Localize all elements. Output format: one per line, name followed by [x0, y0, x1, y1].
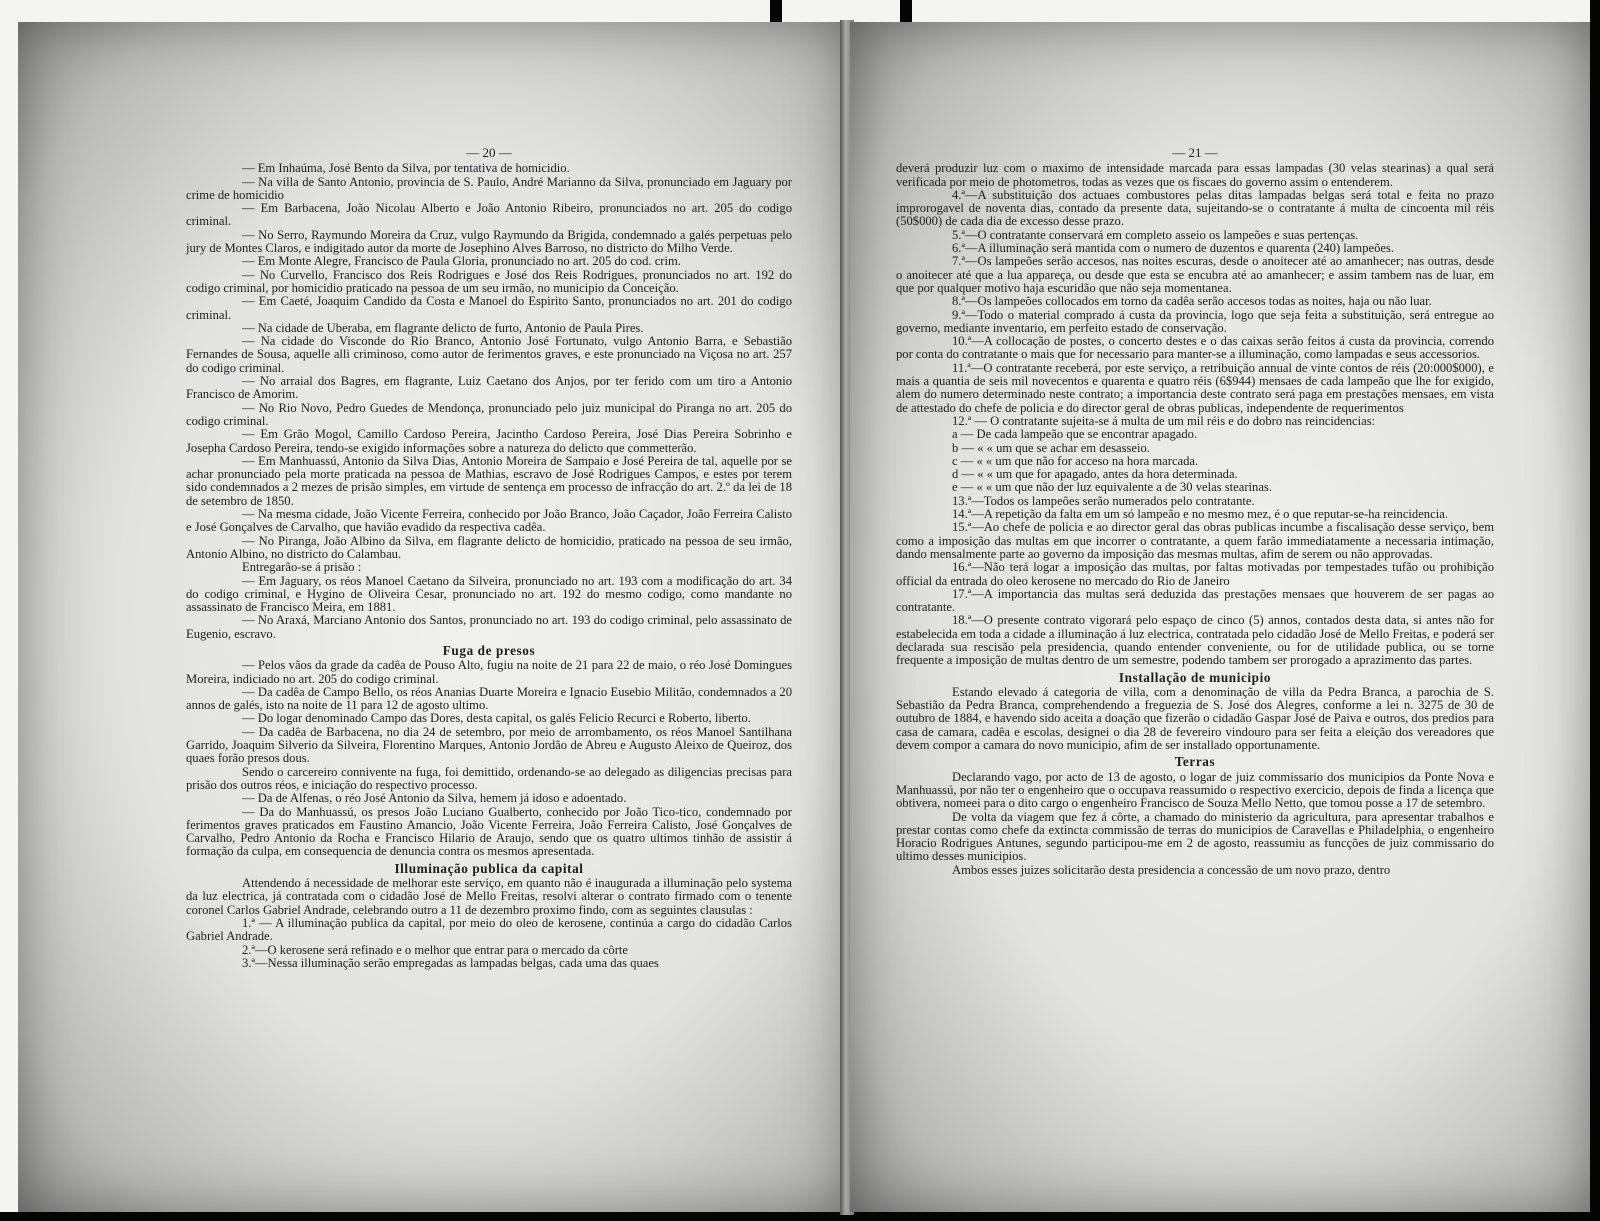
paragraph: 2.ª—O kerosene será refinado e o melhor que entrar para o mercado da côrte: [242, 942, 629, 957]
paragraph: 18.ª—O presente contrato vigorará pelo espaço de cinco (5) annos, contados desta data, si antes não for estabelecida em toda a cidade a illuminação á luz electrica, contratada pelo cidadão José de Mello Freitas, e poderá ser declarada sua rescisão pela presidencia, quando entender conveniente, ou for de utilidade publica, ou se torne frequente a imposição de multas dentro de um semestre, podendo tambem ser prorogado a aprazimento das partes.: [896, 613, 1494, 668]
paragraph: — Da cadêa de Campo Bello, os réos Ananias Duarte Moreira e Ignacio Eusebio Militão, condemnados a 20 annos de galés, isto na noite de 11 para 12 de agosto ultimo.: [186, 684, 792, 713]
paragraph: 4.ª—A substituição dos actuaes combustores pelas ditas lampadas belgas será total e feita no prazo improrogavel de noventa dias, contado da presente data, sujeitando-se o contratante á multa de cincoenta mil réis (50$000) de cada dia de excesso desse prazo.: [896, 187, 1494, 229]
paragraph: Declarando vago, por acto de 13 de agosto, o logar de juiz commissario dos municipios da Ponte Nova e Manhuassú, por não ter o engenheiro que o occupava reassumido o respectivo exercicio, depois de finda a licença que obtivera, nomeei para o dito cargo o engenheiro Francisco de Souza Mello Netto, que tomou posse a 17 de setembro.: [896, 769, 1494, 811]
paragraph: — Na cidade de Uberaba, em flagrante delicto de furto, Antonio de Paula Pires.: [242, 320, 644, 335]
paragraph: 16.ª—Não terá logar a imposição das multas, por faltas motivadas por tempestades tufão ou prohibição official da entrada do oleo kerosene no mercado do Rio de Janeiro: [896, 560, 1494, 588]
paragraph: 13.ª—Todos os lampeões serão numerados pelo contratante.: [952, 493, 1255, 508]
paragraph: 1.ª — A illuminação publica da capital, por meio do oleo de kerosene, continúa a cargo do cidadão Carlos Gabriel Andrade.: [186, 915, 792, 944]
paragraph: — Em Grão Mogol, Camillo Cardoso Pereira, Jacintho Cardoso Pereira, José Dias Pereira Sobrinho e Josepha Cardoso Pereira, tendo-se exigido informações sobre a natureza do delicto que commetterão.: [186, 427, 792, 455]
section-heading: Fuga de presos: [442, 642, 536, 658]
paragraph: 9.ª—Todo o material comprado á custa da provincia, logo que seja feita a substituição, será entregue ao governo, mediante inventario, em perfeito estado de conservação.: [896, 307, 1494, 335]
scan-edge-right: [1590, 0, 1600, 1221]
paragraph: De volta da viagem que fez á côrte, a chamado do ministerio da agricultura, para apresentar trabalhos e prestar contas como chefe da extincta commissão de terras do municipios de Caravellas e Philadelphia, o engenheiro Horacio Rodrigues Antunes, segundo participou-me em 2 de agosto, reassumiu as funcções de juiz commissario do ultimo desses municipios.: [896, 809, 1494, 864]
paragraph: — No Piranga, João Albino da Silva, em flagrante delicto de homicidio, praticado na pessoa de seu irmão, Antonio Albino, no districto do Calambau.: [186, 533, 792, 561]
paragraph: — Em Jaguary, os réos Manoel Caetano da Silveira, pronunciado no art. 193 com a modificação do art. 34 do codigo criminal, e Hygino de Oliveira Cesar, pronunciado no art. 192 do mesmo codigo, como mandante no assassinato de Francisco Meira, em 1881.: [186, 573, 792, 615]
paragraph: 10.ª—A collocação de postes, o concerto destes e o das caixas serão feitos á custa da provincia, correndo por conta do contratante o mais que for necessario para manter-se a illuminação, como lampadas e seus accessorios.: [896, 334, 1494, 362]
paragraph: Ambos esses juizes solicitarão desta presidencia a concessão de um novo prazo, dentro: [952, 862, 1391, 877]
right-text-column: [896, 146, 1494, 877]
left-page: [18, 22, 848, 1212]
left-text-column: [186, 146, 792, 970]
paragraph: — Da do Manhuassú, os presos João Luciano Gualberto, conhecido por João Tico-tico, condemnado por ferimentos graves praticados em Faustino Amancio, João Vicente Ferreira, João Ferreira Calisto, José Gonçalves de Carvalho, Pedro Antonio da Rocha e Francisco Hilario de Araujo, sendo que os quatro ultimos tinhão de assistir á formação da culpa, em consequencia de denuncia contra os mesmos apresentada.: [186, 804, 792, 859]
paragraph: — No Serro, Raymundo Moreira da Cruz, vulgo Raymundo da Brigida, condemnado a galés perpetuas pelo jury de Montes Claros, e indigitado autor da morte de Josephino Alves Barroso, no districto do Milho Verde.: [186, 227, 792, 256]
paragraph: c — « « um que não for acceso na hora marcada.: [952, 453, 1199, 468]
paragraph: — Do logar denominado Campo das Dores, desta capital, os galés Felicio Recurci e Roberto, liberto.: [242, 711, 751, 726]
paragraph: — No arraial dos Bagres, em flagrante, Luiz Caetano dos Anjos, por ter ferido com um tiro a Antonio Francisco de Amorim.: [186, 374, 792, 402]
paragraph: — Em Barbacena, João Nicolau Alberto e João Antonio Ribeiro, pronunciados no art. 205 do codigo criminal.: [186, 201, 792, 229]
paragraph: deverá produzir luz com o maximo de intensidade marcada para essas lampadas (30 velas stearinas) a qual será verificada por meio de photometros, todas as vezes que os fiscaes do governo assim o entenderem.: [896, 161, 1494, 189]
paragraph: — Em Inhaúma, José Bento da Silva, por tentativa de homicidio.: [242, 161, 570, 176]
paragraph: — Em Monte Alegre, Francisco de Paula Gloria, pronunciado no art. 205 do cod. crim.: [242, 254, 681, 269]
paragraph: d — « « um que for apagado, antes da hora determinada.: [952, 467, 1238, 482]
paragraph: 11.ª—O contratante receberá, por este serviço, a retribuição annual de vinte contos de réis (20:000$000), e mais a quantia de seis mil novecentos e quarenta e quatro réis (6$944) mensaes de cada lampeão que lhe for exigido, alem do numero determinado neste contrato; a importancia deste contrato será paga em prestações mensaes, em vista de attestado do chefe de policia e do director geral de obras publicas, independente de requerimentos: [896, 360, 1494, 415]
section-heading: Terras: [1174, 754, 1216, 770]
paragraph: — Na villa de Santo Antonio, provincia de S. Paulo, André Marianno da Silva, pronunciado em Jaguary por crime de homicidio: [186, 174, 792, 202]
paragraph: 7.ª—Os lampeões serão accesos, nas noites escuras, desde o anoitecer até ao amanhecer; nas outras, desde o anoitecer até que a lua appareça, ou desde que esta se encubra até ao amanhecer; e assim tambem nas de luar, em que por qualquer motivo haja escuridão que não seja momentanea.: [896, 254, 1494, 295]
page-number: — 21 —: [1172, 145, 1218, 160]
paragraph: — Pelos vãos da grade da cadêa de Pouso Alto, fugiu na noite de 21 para 22 de maio, o réo José Domingues Moreira, indiciado no art. 205 do codigo criminal.: [186, 658, 792, 686]
paragraph: — No Araxá, Marciano Antonio dos Santos, pronunciado no art. 193 do codigo criminal, pelo assassinato de Eugenio, escravo.: [186, 613, 792, 641]
paragraph: a — De cada lampeão que se encontrar apagado.: [952, 427, 1198, 442]
paragraph: Entregarão-se á prisão :: [242, 560, 362, 575]
paragraph: Attendendo á necessidade de melhorar este serviço, em quanto não é inaugurada a illuminação pelo systema da luz electrica, já contratada com o cidadão José de Mello Freitas, resolvi alterar o contrato firmado com o tenente coronel Carlos Gabriel Andrade, celebrando outro a 11 de dezembro proximo findo, com as seguintes clausulas :: [186, 876, 792, 917]
paragraph: — Em Manhuassú, Antonio da Silva Dias, Antonio Moreira de Sampaio e José Pereira de tal, aquelle por se achar pronunciado pela morte praticada na pessoa de Mathias, escravo de José Rodrigues Campos, e estes por terem sido condemnados a 2 mezes de prisão simples, em virtude de sentença em processo de infracção do art. 2.º da lei de 18 de setembro de 1850.: [186, 453, 792, 508]
paragraph: 15.ª—Ao chefe de policia e ao director geral das obras publicas incumbe a fiscalisação desse serviço, bem como a imposição das multas em que incorrer o contratante, a quem farão immediatamente a necessaria intimação, dando mensalmente parte ao governo da imposição das mesmas multas, afim de serem ou não approvadas.: [896, 520, 1494, 561]
paragraph: 14.ª—A repetição da falta em um só lampeão e no mesmo mez, é o que reputar-se-ha reincidencia.: [952, 507, 1448, 522]
paragraph: b — « « um que se achar em desasseio.: [952, 440, 1150, 455]
left-block-3: [186, 877, 792, 970]
scan-edge-bottom: [0, 1212, 1600, 1221]
paragraph: — Da de Alfenas, o réo José Antonio da Silva, hemem já idoso e adoentado.: [242, 791, 627, 806]
paragraph: 6.ª—A illuminação será mantida com o numero de duzentos e quarenta (240) lampeões.: [952, 241, 1395, 256]
right-block-3: [896, 771, 1494, 877]
paragraph: — Na mesma cidade, João Vicente Ferreira, conhecido por João Branco, João Caçador, João Ferreira Calisto e José Gonçalves de Carvalho, que havião evadido da respectiva cadêa.: [186, 507, 792, 535]
paragraph: 5.ª—O contratante conservará em completo asseio os lampeões e suas pertenças.: [952, 227, 1359, 242]
section-heading: Illuminação publica da capital: [394, 860, 584, 876]
paragraph: — No Rio Novo, Pedro Guedes de Mendonça, pronunciado pelo juiz municipal do Piranga no art. 205 do codigo criminal.: [186, 400, 792, 428]
paragraph: — Em Caeté, Joaquim Candido da Costa e Manoel do Espirito Santo, pronunciados no art. 201 do codigo criminal.: [186, 294, 792, 322]
paragraph: 8.ª—Os lampeões collocados em torno da cadêa serão accesos todas as noites, haja ou não luar.: [952, 294, 1432, 309]
right-page: [850, 22, 1590, 1212]
right-block-1: [896, 162, 1494, 667]
paragraph: Estando elevado á categoria de villa, com a denominação de villa da Pedra Branca, a parochia de S. Sebastião da Pedra Branca, comprehendendo a freguezia de S. José dos Alegres, conforme a lei n. 3275 de 30 de outubro de 1884, e havendo sido aceita a doação que fizerão o cidadão Gaspar José de Paiva e outros, dos predios para casa de camara, cadêa e escolas, designei o dia 28 de fevereiro vindouro para ser feita a eleição dos vereadores que devem compor a camara do novo municipio, afim de ser installado opportunamente.: [896, 684, 1494, 753]
page-number: — 20 —: [466, 145, 512, 160]
paragraph: Sendo o carcereiro connivente na fuga, foi demittido, ordenando-se ao delegado as diligencias precisas para prisão dos outros réos, e iniciação do respectivo processo.: [186, 764, 792, 792]
left-block-1: [186, 162, 792, 641]
paragraph: — Na cidade do Visconde do Rio Branco, Antonio José Fortunato, vulgo Antonio Barra, e Sebastião Fernandes de Sousa, aquelle alli criminoso, como autor de ferimentos graves, e este pronunciado na Viçosa no art. 257 do codigo criminal.: [186, 334, 792, 375]
paragraph: e — « « um que não der luz equivalente a de 30 velas stearinas.: [952, 480, 1272, 495]
paragraph: 17.ª—A importancia das multas será deduzida das prestações mensaes que houverem de ser pagas ao contratante.: [896, 586, 1494, 615]
right-block-2: [896, 686, 1494, 752]
paragraph: 12.ª — O contratante sujeita-se á multa de um mil réis e do dobro nas reincidencias:: [952, 413, 1376, 428]
paragraph: — No Curvello, Francisco dos Reis Rodrigues e José dos Reis Rodrigues, pronunciados no art. 192 do codigo criminal, por homicidio praticado na pessoa de um seu irmão, no municipio da Conceição.: [186, 267, 792, 295]
paragraph: — Da cadêa de Barbacena, no dia 24 de setembro, por meio de arrombamento, os réos Manoel Santilhana Garrido, Joaquim Silverio da Silveira, Florentino Marques, Antonio Jordão de Abreu e Augusto Aleixo de Queiroz, dos quaes forão presos dous.: [186, 724, 792, 766]
left-block-2: [186, 659, 792, 858]
paragraph: 3.ª—Nessa illuminação serão empregadas as lampadas belgas, cada uma das quaes: [242, 955, 659, 970]
section-heading: Installação de municipio: [1118, 669, 1272, 685]
